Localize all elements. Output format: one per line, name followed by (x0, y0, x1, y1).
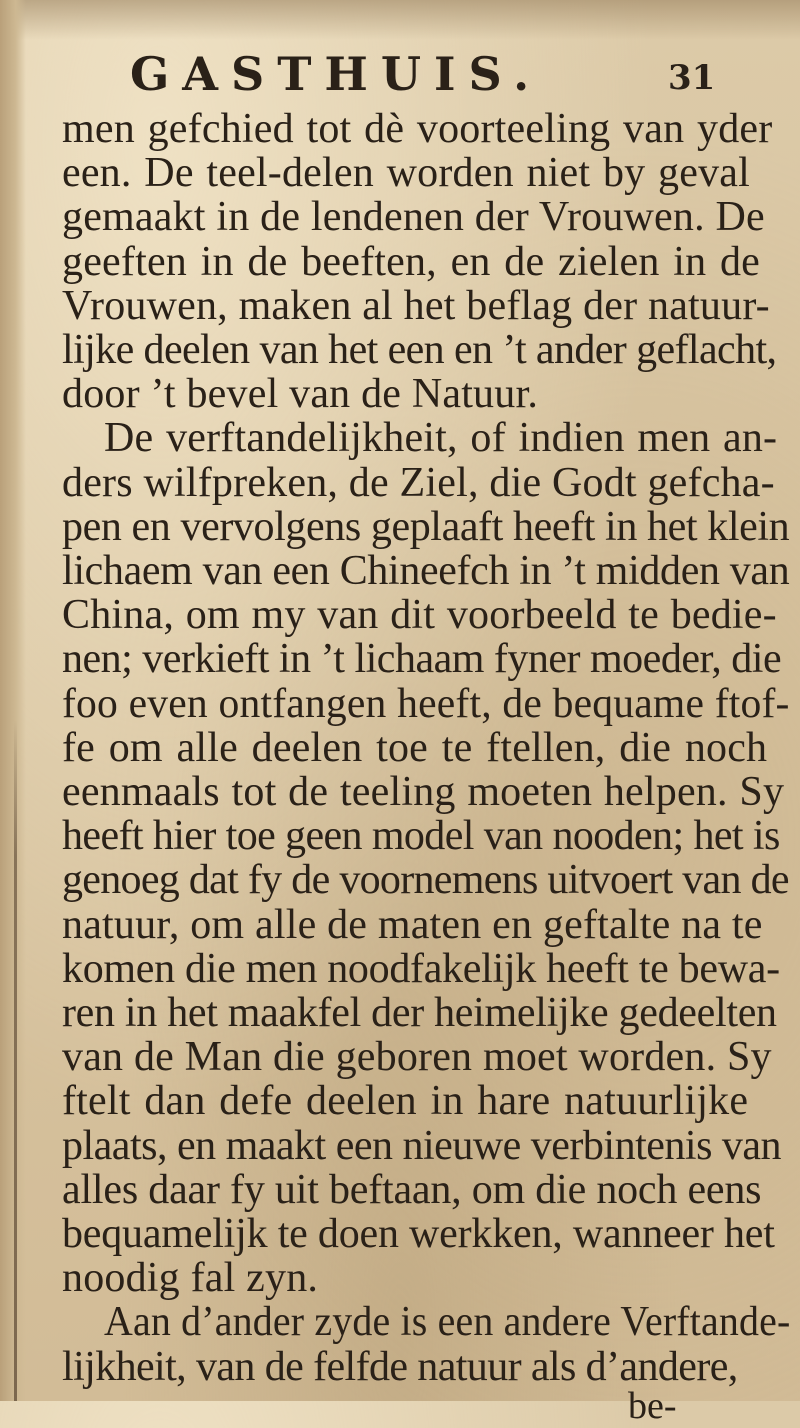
running-head (0, 44, 800, 104)
text-line: gemaakt in de lendenen der Vrouwen. De (62, 194, 765, 241)
text-line: lijkheit, van de felfde natuur als d’andere, (62, 1343, 738, 1390)
text-line: ders wilfpreken, de Ziel, die Godt gefcha- (62, 459, 775, 506)
catchword: be- (628, 1384, 677, 1427)
text-line: lijke deelen van het een en ’t ander geflacht, (62, 327, 777, 373)
running-title: GASTHUIS. (130, 47, 543, 101)
text-line: nen; verkieft in ’t lichaam fyner moeder, die (62, 636, 782, 683)
page-number: 31 (668, 58, 716, 98)
text-line: Vrouwen, maken al het beflag der natuur- (62, 282, 770, 329)
text-line: De verftandelijkheit, of indien men an- (104, 415, 778, 462)
text-line: heeft hier toe geen model van nooden; het is (62, 813, 780, 860)
text-line: plaats, en maakt een nieuwe verbintenis van (62, 1122, 782, 1169)
text-line: een. De teel-delen worden niet by geval (62, 150, 751, 197)
text-line: komen die men noodfakelijk heeft te bewa- (62, 945, 780, 992)
text-line: alles daar fy uit beftaan, om die noch eens (62, 1166, 762, 1213)
page-gutter-rule (14, 720, 17, 1401)
text-line: door ’t bevel van de Natuur. (62, 371, 539, 418)
text-line: noodig fal zyn. (62, 1255, 319, 1302)
text-line: ren in het maakfel der heimelijke gedeelten (62, 990, 777, 1036)
text-line: foo even ontfangen heeft, de bequame ftof- (62, 680, 790, 727)
text-line: fe om alle deelen toe te ftellen, die noch (62, 724, 768, 771)
text-line: pen en vervolgens geplaaft heeft in het klein (62, 503, 790, 550)
text-line: bequamelijk te doen werkken, wanneer het (62, 1211, 775, 1257)
text-line: van de Man die geboren moet worden. Sy (62, 1034, 772, 1081)
text-line: men gefchied tot dè voorteeling van yder (62, 106, 773, 152)
text-line: eenmaals tot de teeling moeten helpen. Sy (62, 769, 785, 815)
page-top-shadow (0, 0, 800, 40)
text-line: Aan d’ander zyde is een andere Verftande- (104, 1299, 791, 1346)
text-line: natuur, om alle de maten en geftalte na te (62, 901, 763, 948)
text-line: China, om my van dit voorbeeld te bedie- (62, 592, 777, 639)
text-line: ftelt dan defe deelen in hare natuurlijke (62, 1078, 749, 1125)
text-line: lichaem van een Chineefch in ’t midden van (62, 548, 790, 594)
text-line: geeften in de beeften, en de zielen in de (62, 238, 761, 285)
text-line: genoeg dat fy de voornemens uitvoert van de (62, 857, 789, 904)
page-gutter-shadow (0, 0, 26, 1401)
